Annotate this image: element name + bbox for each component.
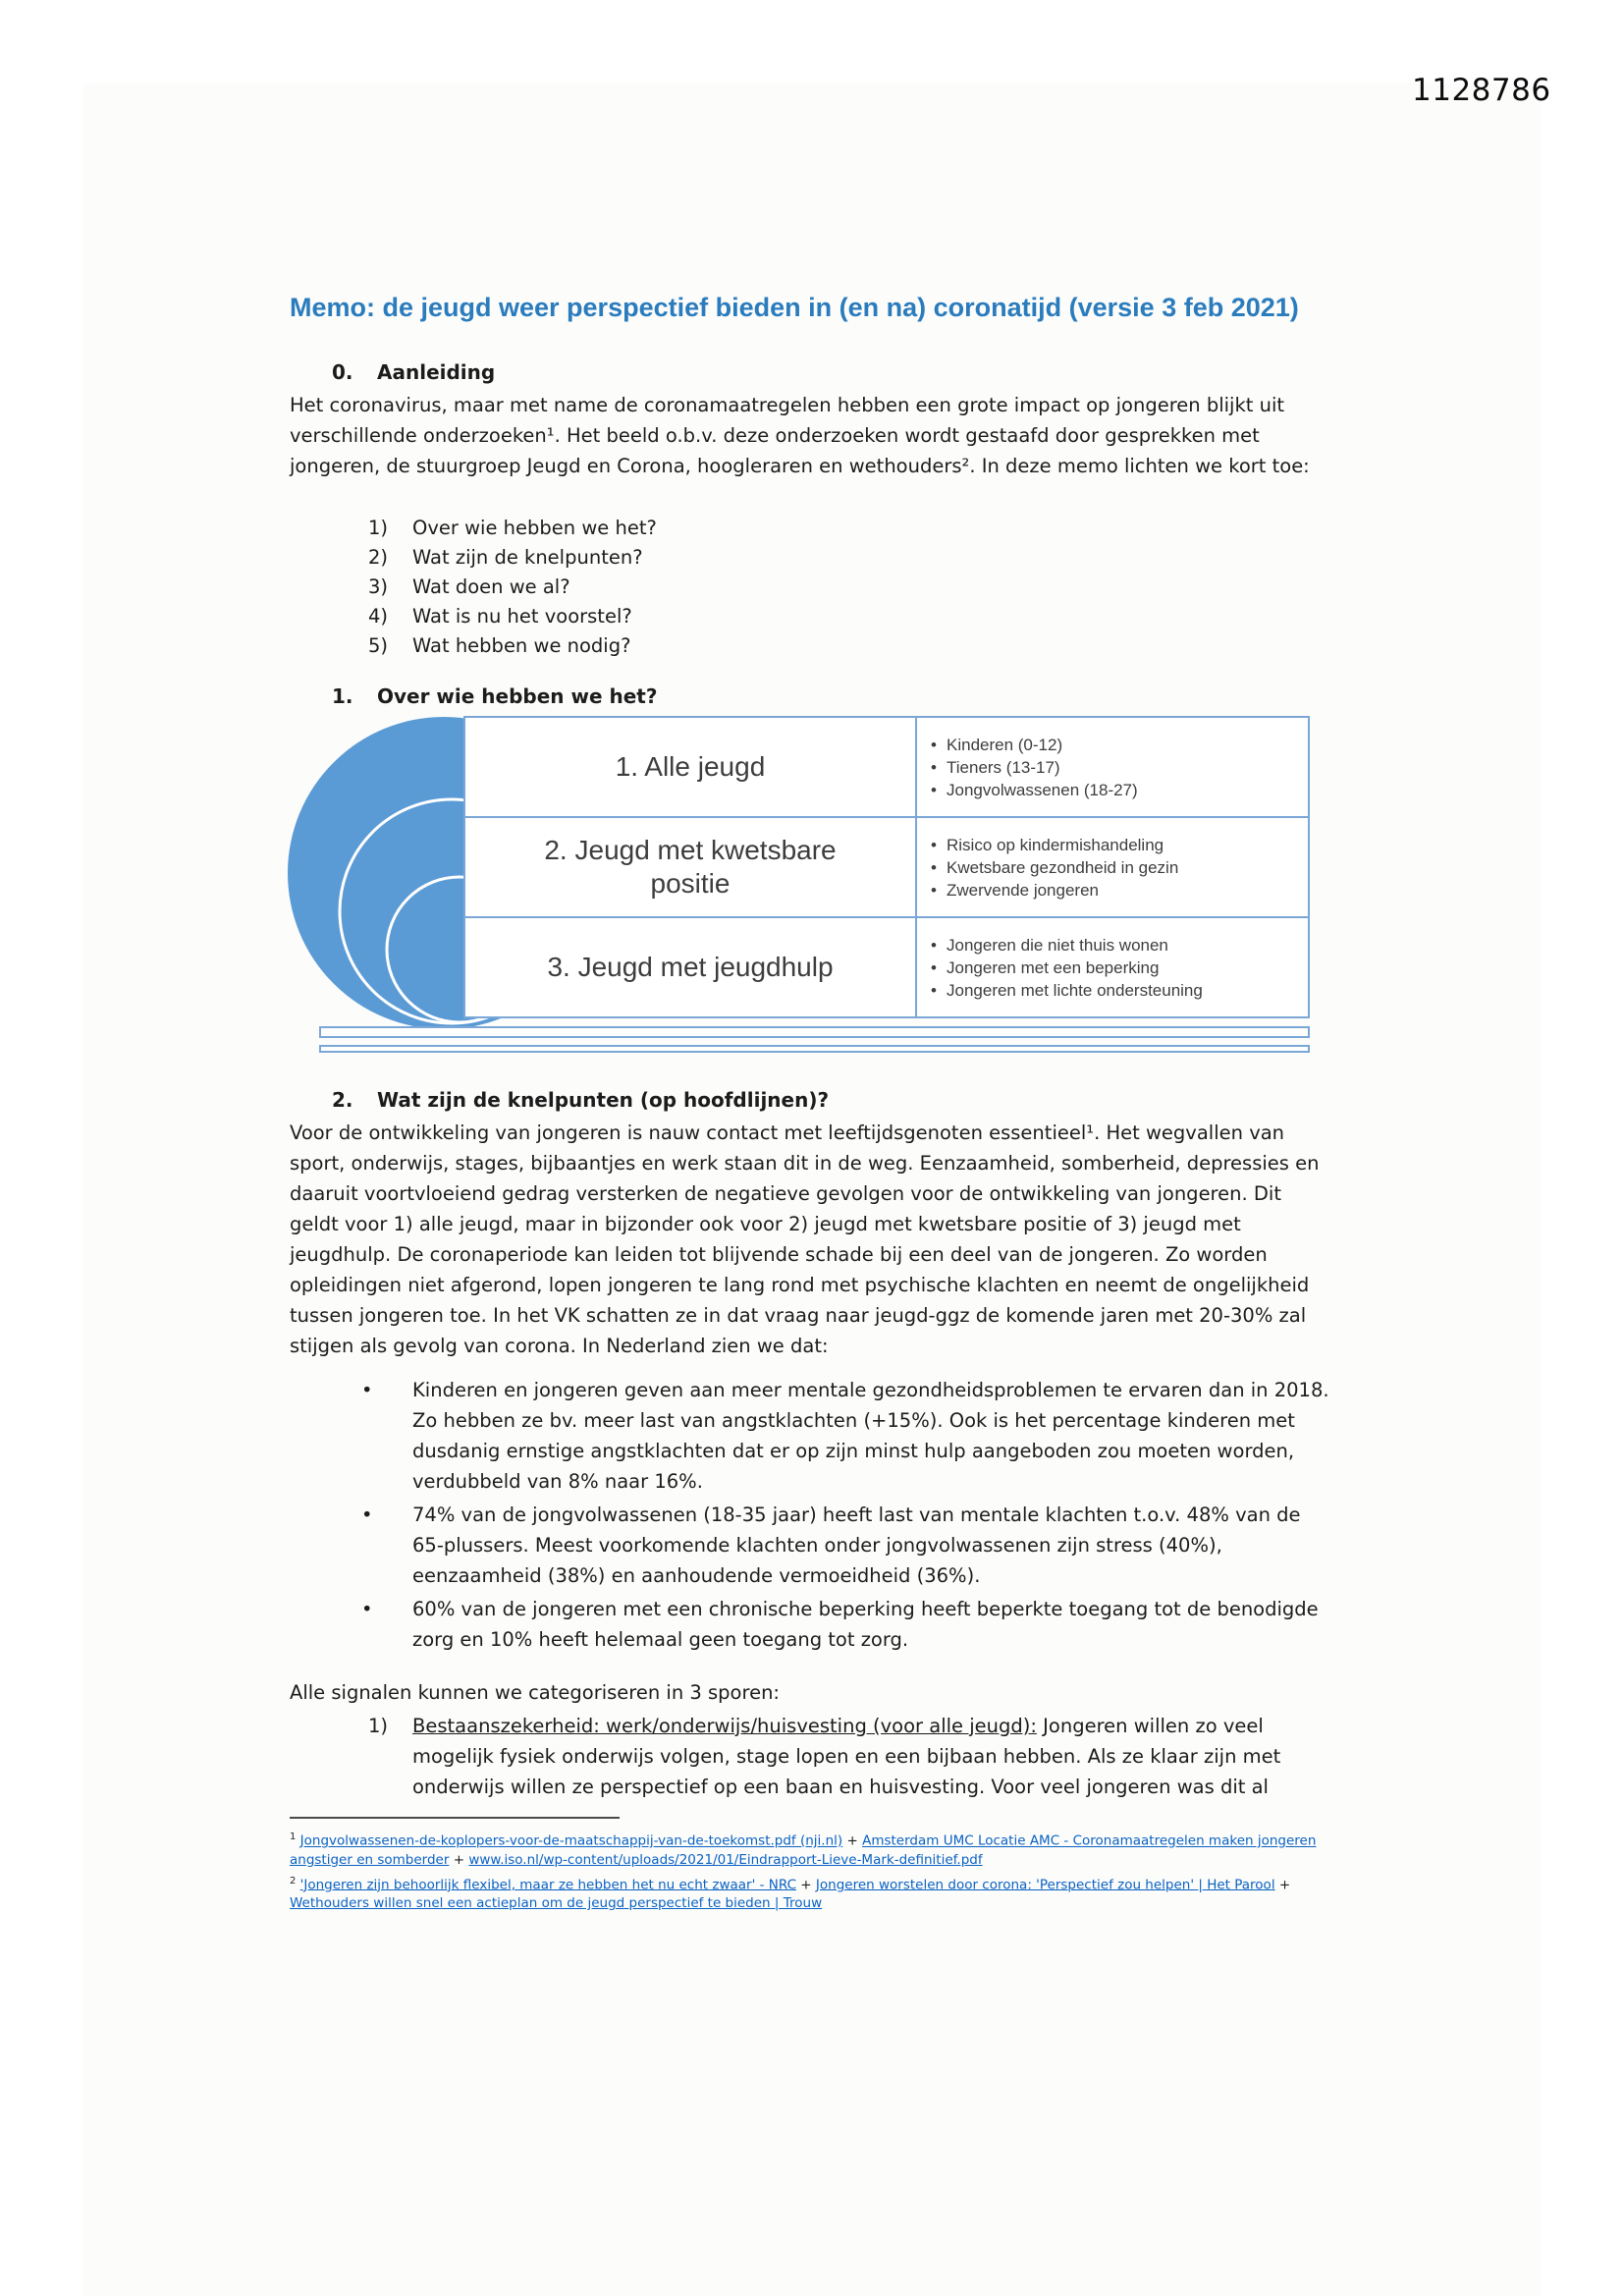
diagram-bullet	[931, 779, 1308, 801]
bullet-dot-icon: •	[931, 957, 937, 977]
diagram-row-bullets	[915, 718, 1308, 816]
list-item	[290, 543, 1332, 573]
footnote-marker: 2	[290, 1875, 297, 1886]
diagram-bullet-text: Tieners (13-17)	[947, 757, 1060, 777]
diagram-row-bullets	[915, 918, 1308, 1016]
target-groups-diagram	[290, 714, 1316, 1064]
diagram-bullet-text: Jongeren met een beperking	[947, 957, 1160, 977]
section-0-number: 0.	[332, 360, 353, 384]
diagram-collapsed-row	[319, 1045, 1310, 1053]
diagram-row-label: 2. Jeugd met kwetsbare positie	[544, 835, 837, 899]
list-item-text: Wat doen we al?	[412, 575, 570, 598]
diagram-bullet	[931, 879, 1308, 902]
section-0-title: Aanleiding	[377, 360, 496, 384]
bullet-dot-icon: •	[931, 835, 937, 854]
diagram-row-jeugdhulp	[463, 916, 1310, 1018]
list-item-marker: 1)	[368, 1715, 389, 1737]
footnote-link[interactable]: www.iso.nl/wp-content/uploads/2021/01/Eindrapport-Lieve-Mark-definitief.pdf	[468, 1851, 983, 1868]
list-item-text: Wat is nu het voorstel?	[412, 605, 632, 628]
diagram-row-alle-jeugd	[463, 716, 1310, 818]
section-2-number: 2.	[332, 1088, 353, 1112]
section-2-closing-line: Alle signalen kunnen we categoriseren in 3 sporen:	[290, 1681, 780, 1704]
footnote-link[interactable]: Wethouders willen snel een actieplan om de jeugd perspectief te bieden | Trouw	[290, 1895, 823, 1911]
footnote-separator-rule	[290, 1817, 620, 1819]
list-item	[290, 573, 1332, 602]
section-1-number: 1.	[332, 684, 353, 708]
list-item-marker: 3)	[368, 575, 389, 598]
track-list	[290, 1711, 1332, 1802]
diagram-row-label: 1. Alle jeugd	[615, 751, 766, 782]
diagram-row-bullets	[915, 818, 1308, 916]
footnotes	[290, 1817, 1348, 1915]
diagram-bullet-text: Kinderen (0-12)	[947, 735, 1063, 754]
track-item-lead: Bestaanszekerheid: werk/onderwijs/huisvesting (voor alle jeugd):	[412, 1715, 1037, 1737]
section-0-heading	[290, 357, 1332, 388]
section-0-paragraph: Het coronavirus, maar met name de coronamaatregelen hebben een grote impact op jongeren blijkt uit verschillende onderzoeken¹. Het beeld o.b.v. deze onderzoeken wordt gestaafd door gesprekken met jongeren, de stuurgroep Jeugd en Corona, hoogleraren en wethouders². In deze memo lichten we kort toe:	[290, 394, 1310, 477]
bullet-dot-icon: •	[931, 757, 937, 777]
page-number: 1128786	[1412, 73, 1551, 108]
footnote-plain-text: +	[1274, 1877, 1291, 1892]
section-2-title: Wat zijn de knelpunten (op hoofdlijnen)?	[377, 1088, 830, 1112]
section-2-heading	[290, 1085, 1332, 1116]
bullet-item	[290, 1375, 1332, 1497]
footnote-1	[290, 1828, 1348, 1870]
list-item-text: Wat zijn de knelpunten?	[412, 546, 643, 569]
section-1-title: Over wie hebben we het?	[377, 684, 658, 708]
track-item-text	[412, 1711, 1332, 1802]
footnote-link[interactable]: Jongvolwassenen-de-koplopers-voor-de-maatschappij-van-de-toekomst.pdf (nji.nl)	[299, 1832, 843, 1849]
footnote-link[interactable]: Jongeren worstelen door corona: 'Perspectief zou helpen' | Het Parool	[815, 1877, 1275, 1892]
bullet-dot-icon: •	[931, 880, 937, 900]
bullet-item	[290, 1500, 1332, 1591]
diagram-bullet	[931, 756, 1308, 779]
list-item-marker: 4)	[368, 605, 389, 628]
bullet-item-text: 60% van de jongeren met een chronische beperking heeft beperkte toegang tot de benodigde zorg en 10% heeft helemaal geen toegang tot zorg.	[412, 1598, 1319, 1651]
memo-title: Memo: de jeugd weer perspectief bieden in (en na) coronatijd (versie 3 feb 2021)	[290, 293, 1299, 322]
diagram-bullet	[931, 834, 1308, 856]
bullet-item	[290, 1594, 1332, 1655]
list-item-marker: 1)	[368, 517, 389, 539]
diagram-row-label: 3. Jeugd met jeugdhulp	[547, 952, 834, 982]
bullet-dot-icon: •	[931, 735, 937, 754]
bullet-dot-icon: •	[931, 980, 937, 1000]
list-item-text: Wat hebben we nodig?	[412, 634, 631, 657]
diagram-bullet	[931, 979, 1308, 1002]
section-2-paragraph: Voor de ontwikkeling van jongeren is nauw contact met leeftijdsgenoten essentieel¹. Het wegvallen van sport, onderwijs, stages, bijbaantjes en werk staan dit in de weg. Eenzaamheid, somberheid, depressies en daaruit voortvloeiend gedrag versterken de negatieve gevolgen voor de ontwikkeling van jongeren. Dit geldt voor 1) alle jeugd, maar in bijzonder ook voor 2) jeugd met kwetsbare positie of 3) jeugd met jeugdhulp. De coronaperiode kan leiden tot blijvende schade bij een deel van de jongeren. Zo worden opleidingen niet afgerond, lopen jongeren te lang rond met psychische klachten en neemt de ongelijkheid tussen jongeren toe. In het VK schatten ze in dat vraag naar jeugd-ggz de komende jaren met 20-30% zal stijgen als gevolg van corona. In Nederland zien we dat:	[290, 1121, 1320, 1357]
list-item-text: Over wie hebben we het?	[412, 517, 657, 539]
bullet-dot-icon: •	[361, 1598, 373, 1620]
section-1-heading	[290, 682, 1332, 712]
footnote-2	[290, 1872, 1348, 1914]
list-item	[290, 602, 1332, 631]
diagram-bullet-text: Jongeren met lichte ondersteuning	[947, 980, 1203, 1000]
diagram-bullet-text: Risico op kindermishandeling	[947, 835, 1164, 854]
list-item	[290, 631, 1332, 661]
footnote-plain-text: +	[796, 1877, 816, 1892]
section-0-list	[290, 514, 1332, 661]
list-item-marker: 2)	[368, 546, 389, 569]
bullet-dot-icon: •	[931, 857, 937, 877]
footnote-link[interactable]: Amsterdam UMC Locatie AMC - Coronamaatregelen maken jongeren angstiger en somberder	[290, 1832, 1317, 1868]
section-2-bullet-list	[290, 1375, 1332, 1658]
footnote-plain-text: +	[842, 1832, 863, 1849]
footnote-link[interactable]: 'Jongeren zijn behoorlijk flexibel, maar ze hebben het nu echt zwaar' - NRC	[299, 1877, 796, 1892]
diagram-bullet	[931, 734, 1308, 756]
track-item-body: Jongeren willen zo veel mogelijk fysiek onderwijs volgen, stage lopen en een bijbaan hebben. Als ze klaar zijn met onderwijs willen ze perspectief op een baan en huisvesting. Voor veel jongeren was dit al	[412, 1715, 1281, 1798]
diagram-row-kwetsbare-positie	[463, 816, 1310, 918]
list-item-marker: 5)	[368, 634, 389, 657]
footnote-marker: 1	[290, 1831, 297, 1842]
footnote-plain-text: +	[449, 1851, 469, 1868]
bullet-item-text: Kinderen en jongeren geven aan meer mentale gezondheidsproblemen te ervaren dan in 2018. Zo hebben ze bv. meer last van angstklachten (+15%). Ook is het percentage kinderen met dusdanig ernstige angstklachten dat er op zijn minst hulp aangeboden zou moeten worden, verdubbeld van 8% naar 16%.	[412, 1379, 1329, 1493]
diagram-bullet	[931, 856, 1308, 879]
track-item-1	[290, 1711, 1332, 1802]
bullet-item-text: 74% van de jongvolwassenen (18-35 jaar) heeft last van mentale klachten t.o.v. 48% van de 65-plussers. Meest voorkomende klachten onder jongvolwassenen zijn stress (40%), eenzaamheid (38%) en aanhoudende vermoeidheid (36%).	[412, 1503, 1301, 1587]
list-item	[290, 514, 1332, 543]
diagram-bullet	[931, 934, 1308, 957]
bullet-dot-icon: •	[931, 935, 937, 955]
bullet-dot-icon: •	[361, 1503, 373, 1526]
diagram-bullet	[931, 957, 1308, 979]
diagram-bullet-text: Zwervende jongeren	[947, 880, 1099, 900]
bullet-dot-icon: •	[931, 780, 937, 799]
bullet-dot-icon: •	[361, 1379, 373, 1401]
diagram-bullet-text: Jongvolwassenen (18-27)	[947, 780, 1138, 799]
diagram-collapsed-row	[319, 1026, 1310, 1038]
diagram-bullet-text: Kwetsbare gezondheid in gezin	[947, 857, 1179, 877]
diagram-bullet-text: Jongeren die niet thuis wonen	[947, 935, 1168, 955]
